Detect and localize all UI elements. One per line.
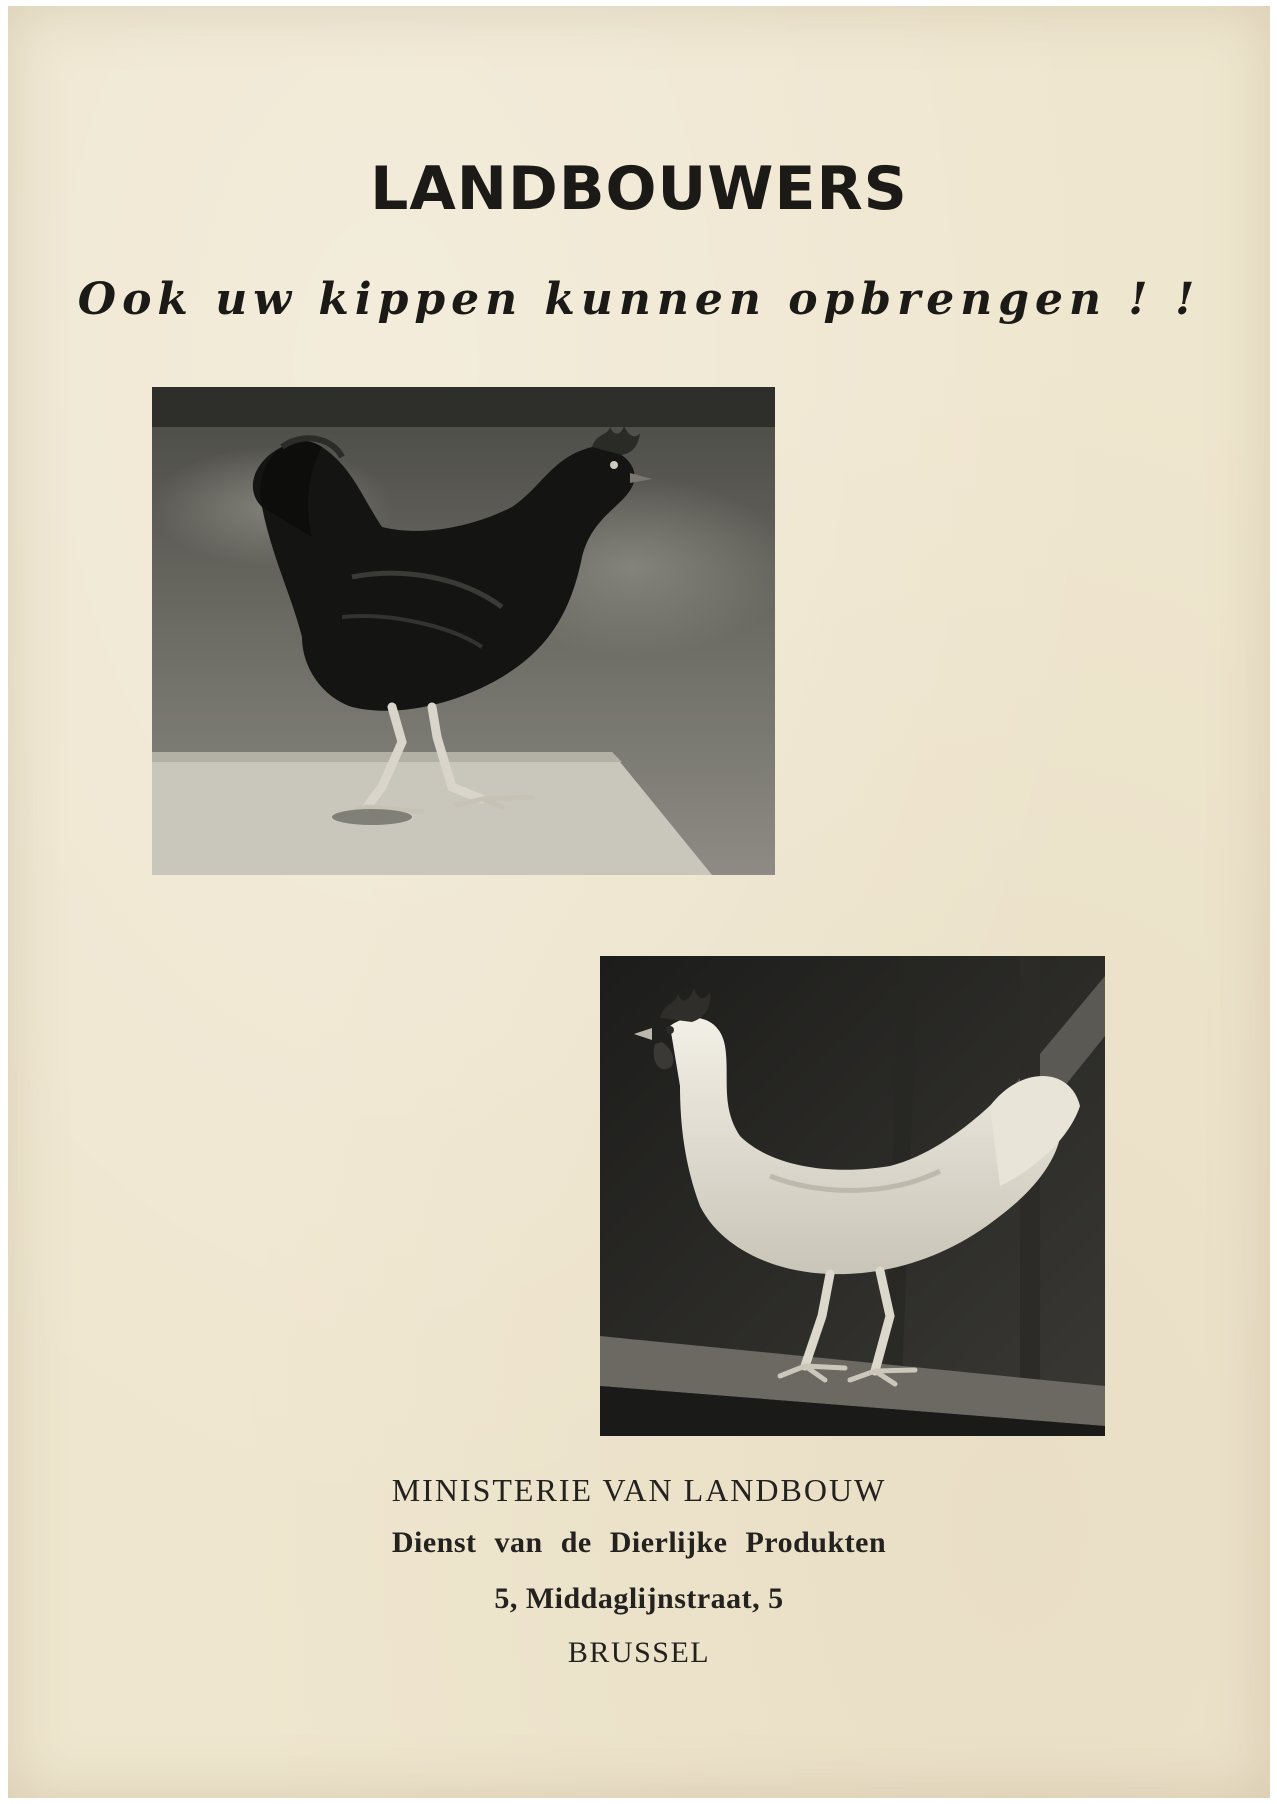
white-hen-photo	[600, 956, 1105, 1436]
ministry-name: MINISTERIE VAN LANDBOUW	[391, 1472, 887, 1508]
cover-page	[8, 6, 1270, 1798]
cover-subtitle: Ook uw kippen kunnen opbrengen ! !	[77, 274, 1201, 325]
city-name: BRUSSEL	[567, 1636, 711, 1669]
black-hen-photo	[152, 387, 775, 875]
cover-title: LANDBOUWERS	[370, 154, 908, 224]
service-name: Dienst van de Dierlijke Produkten	[391, 1526, 887, 1559]
street-address: 5, Middaglijnstraat, 5	[494, 1582, 784, 1615]
